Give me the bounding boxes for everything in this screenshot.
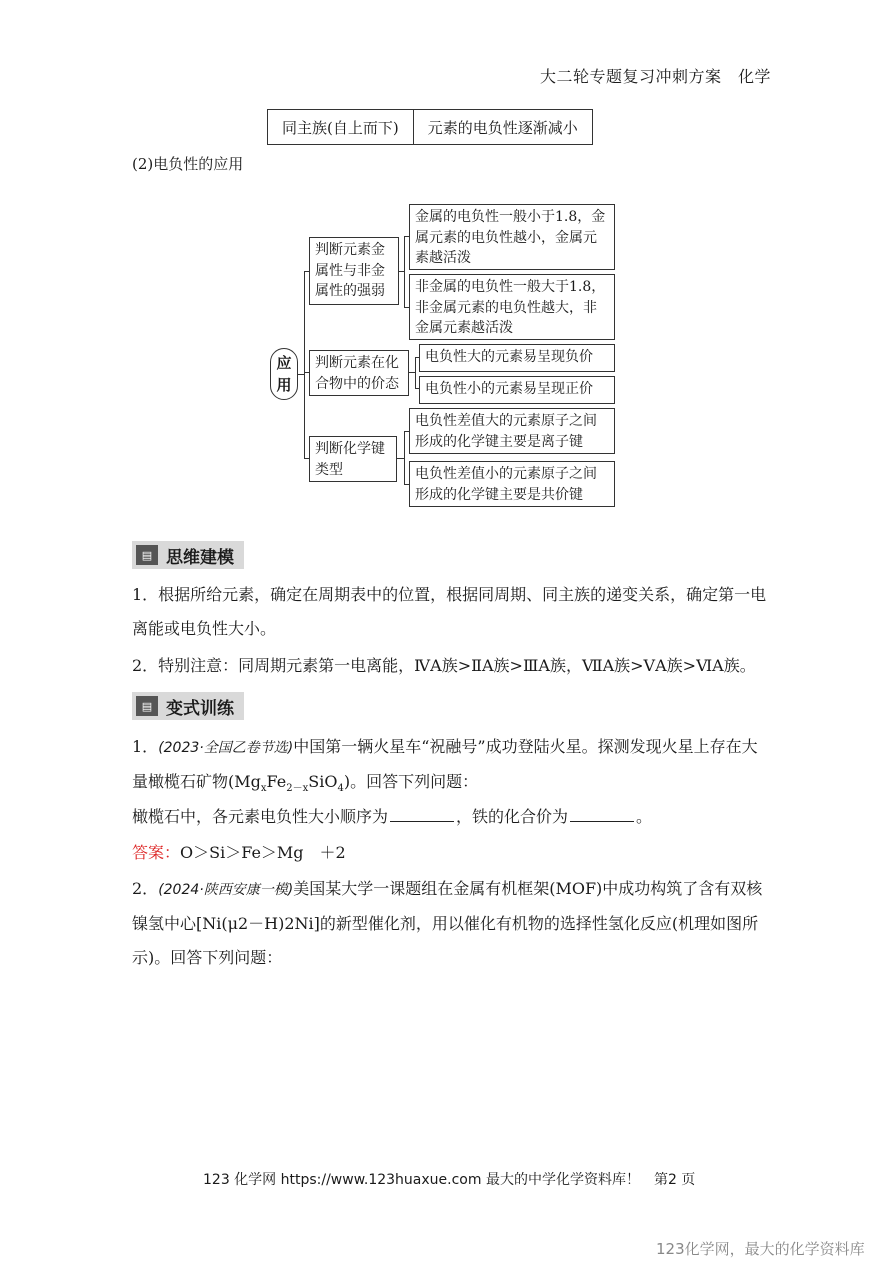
table-cell-trend: 元素的电负性逐渐减小 [413, 110, 592, 145]
diagram-root: 应用 [270, 348, 298, 400]
header-title: 大二轮专题复习冲刺方案 化学 [540, 67, 772, 86]
branch-valence: 判断元素在化合物中的价态 [309, 350, 409, 396]
heading-variant-training: ▤ 变式训练 [132, 692, 244, 720]
leaf-covalent-bond: 电负性差值小的元素原子之间形成的化学键主要是共价键 [409, 461, 615, 507]
leaf-nonmetal-electronegativity: 非金属的电负性一般大于1.8，非金属元素的电负性越大，非金属元素越活泼 [409, 274, 615, 340]
heading-thinking-model: ▤ 思维建模 [132, 541, 244, 569]
book-icon: ▤ [136, 696, 158, 716]
branch-metallicity: 判断元素金属性与非金属性的强弱 [309, 237, 399, 305]
model-point-1: 1．根据所给元素，确定在周期表中的位置，根据同周期、同主族的递变关系，确定第一电离能或电负性大小。 [132, 585, 767, 638]
question-1-source: (2023·全国乙卷节选) [158, 740, 294, 756]
question-1-answer: 答案：O＞Si＞Fe＞Mg ＋2 [132, 843, 346, 862]
leaf-ionic-bond: 电负性差值大的元素原子之间形成的化学键主要是离子键 [409, 408, 615, 454]
question-1: 1．(2023·全国乙卷节选)中国第一辆火星车“祝融号”成功登陆火星。探测发现火星上存在大量橄榄石矿物$(Mg_xFe_{2-x}SiO_4)$。回答下列问题： [132, 737, 758, 795]
answer-blank[interactable] [570, 803, 634, 822]
branch-bond-type: 判断化学键类型 [309, 436, 397, 482]
table-cell-group: 同主族(自上而下) [268, 110, 414, 145]
book-icon: ▤ [136, 545, 158, 565]
page-footer: 123 化学网 https://www.123huaxue.com 最大的中学化学资料库！ 第2 页 [203, 1172, 696, 1188]
leaf-negative-valence: 电负性大的元素易呈现负价 [419, 344, 615, 372]
section-title: (2)电负性的应用 [132, 155, 244, 173]
olivine-formula: $(Mg_xFe_{2-x}SiO_4)$ [228, 772, 351, 795]
answer-blank[interactable] [390, 803, 454, 822]
model-point-2: 2．特别注意：同周期元素第一电离能，ⅣA族>ⅡA族>ⅢA族，ⅦA族>ⅤA族>ⅥA族。 [132, 656, 756, 675]
leaf-metal-electronegativity: 金属的电负性一般小于1.8，金属元素的电负性越小，金属元素越活泼 [409, 204, 615, 270]
question-1-prompt: 橄榄石中，各元素电负性大小顺序为 ，铁的化合价为 。 [132, 800, 768, 834]
summary-table [267, 109, 593, 145]
watermark: 123化学网，最大的化学资料库 [656, 1240, 865, 1258]
question-2-source: (2024·陕西安康一模) [158, 882, 294, 898]
answer-label: 答案： [132, 843, 181, 862]
leaf-positive-valence: 电负性小的元素易呈现正价 [419, 376, 615, 404]
question-2: 2．(2024·陕西安康一模)美国某大学一课题组在金属有机框架(MOF)中成功构筑了含有双核镍氢中心[Ni(μ2－H)2Ni]的新型催化剂，用以催化有机物的选择性氢化反应(机理如图所示)。回答下列问题： [132, 879, 763, 967]
